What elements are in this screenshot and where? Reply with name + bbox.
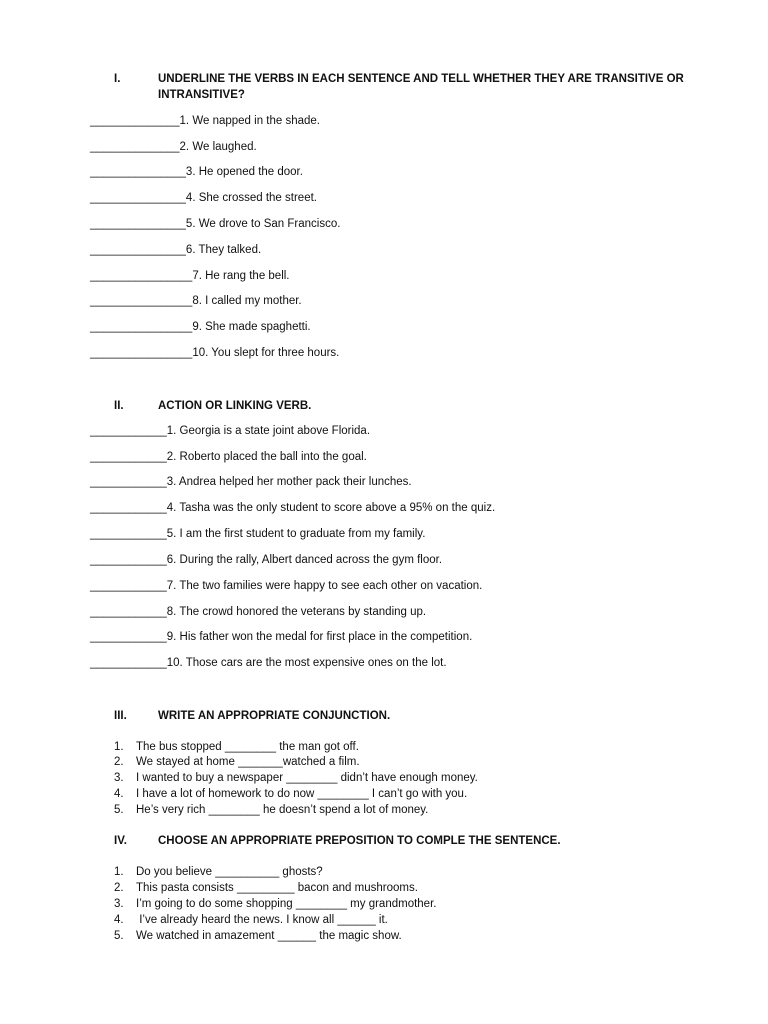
section4-item-text: I’m going to do some shopping ________ my grandmother. (136, 898, 437, 910)
section2-item: ____________2. Roberto placed the ball into the goal. (90, 451, 367, 463)
section3-item-text: He’s very rich ________ he doesn’t spend a lot of money. (136, 804, 429, 816)
section3-item-text: I wanted to buy a newspaper ________ didn’t have enough money. (136, 772, 478, 784)
section2-item: ____________5. I am the first student to graduate from my family. (90, 528, 426, 540)
section2-item: ____________4. Tasha was the only student to score above a 95% on the quiz. (90, 502, 496, 514)
section4-item-number: 2. (114, 882, 124, 894)
section3-item-number: 4. (114, 788, 124, 800)
section1-item: ________________7. He rang the bell. (90, 270, 290, 282)
section1-item: ________________9. She made spaghetti. (90, 321, 311, 333)
section1-title-line1: UNDERLINE THE VERBS IN EACH SENTENCE AND TELL WHETHER THEY ARE TRANSITIVE OR (158, 73, 684, 85)
section2-item: ____________9. His father won the medal for first place in the competition. (90, 631, 473, 643)
section4-item-number: 3. (114, 898, 124, 910)
section1-item: _______________6. They talked. (90, 244, 262, 256)
section4-item-number: 1. (114, 866, 124, 878)
section2-item: ____________8. The crowd honored the veterans by standing up. (90, 606, 427, 618)
section4-item-text: Do you believe __________ ghosts? (136, 866, 323, 878)
section1-title-line2: INTRANSITIVE? (158, 89, 245, 101)
section3-item-text: We stayed at home _______watched a film. (136, 756, 360, 768)
section4-item-number: 4. (114, 914, 124, 926)
section3-number: III. (114, 710, 127, 722)
section4-item-text: This pasta consists _________ bacon and mushrooms. (136, 882, 418, 894)
section1-item: ______________1. We napped in the shade. (90, 115, 320, 127)
section2-item: ____________7. The two families were happy to see each other on vacation. (90, 580, 483, 592)
section4-title: CHOOSE AN APPROPRIATE PREPOSITION TO COMPLE THE SENTENCE. (158, 835, 561, 847)
section3-item-text: The bus stopped ________ the man got off. (136, 741, 359, 753)
section2-number: II. (114, 400, 124, 412)
section2-item: ____________3. Andrea helped her mother pack their lunches. (90, 476, 412, 488)
section3-item-number: 5. (114, 804, 124, 816)
section3-item-text: I have a lot of homework to do now ________ I can’t go with you. (136, 788, 468, 800)
section1-item: _______________3. He opened the door. (90, 166, 303, 178)
section2-title: ACTION OR LINKING VERB. (158, 400, 312, 412)
section1-item: _______________5. We drove to San Francisco. (90, 218, 341, 230)
section1-item: ______________2. We laughed. (90, 141, 257, 153)
section1-item: ________________8. I called my mother. (90, 295, 302, 307)
section3-title: WRITE AN APPROPRIATE CONJUNCTION. (158, 710, 391, 722)
section3-item-number: 2. (114, 756, 124, 768)
section1-item: ________________10. You slept for three hours. (90, 347, 340, 359)
section3-item-number: 1. (114, 741, 124, 753)
section3-item-number: 3. (114, 772, 124, 784)
section4-number: IV. (114, 835, 128, 847)
section4-item-text: We watched in amazement ______ the magic show. (136, 930, 402, 942)
section4-item-text: I’ve already heard the news. I know all ______ it. (136, 914, 388, 926)
section2-item: ____________6. During the rally, Albert danced across the gym floor. (90, 554, 443, 566)
section2-item: ____________10. Those cars are the most expensive ones on the lot. (90, 657, 447, 669)
section1-number: I. (114, 73, 121, 85)
section1-item: _______________4. She crossed the street. (90, 192, 317, 204)
section4-item-number: 5. (114, 930, 124, 942)
section2-item: ____________1. Georgia is a state joint above Florida. (90, 425, 371, 437)
